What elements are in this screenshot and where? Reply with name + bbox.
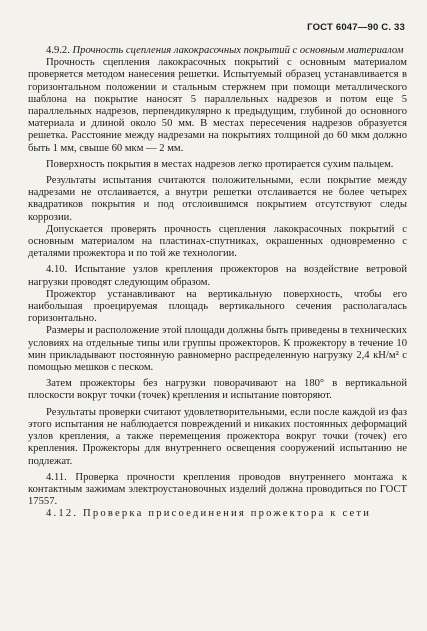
paragraph-4-12: 4.12. Проверка присоединения прожектора к сети [46, 508, 372, 520]
section-number: 4.9.2. [46, 45, 70, 56]
paragraph: Размеры и расположение этой площади должны быть приведены в технических условиях на отдельные типы или группы прожекторов. К прожектору в течение 10 мин прикладывают постоянную равномерно распределенную нагрузку 2,4 кН/м² с помощью мешков с песком. [28, 325, 407, 374]
section-title: Прочность сцепления лакокрасочных покрытий с основным материалом [72, 45, 404, 56]
paragraph: Прожектор устанавливают на вертикальную поверхность, чтобы его наибольшая проецируемая площадь вертикального сечения располагалась горизонтально. [28, 288, 407, 325]
paragraph: Поверхность покрытия в местах надрезов легко протирается сухим пальцем. [46, 158, 394, 170]
paragraph: Результаты испытания считаются положительными, если покрытие между надрезами не отслаивается, а внутри решетки отслаивается не более четырех квадратиков покрытия и под отслоившимся покрытием отсутствуют следы коррозии. [28, 175, 407, 223]
section-heading-4-9-2 [28, 45, 407, 57]
paragraph: Допускается проверять прочность сцепления лакокрасочных покрытий с основным материалом на пластинах-спутниках, окрашенных одновременно с деталями прожектора и по той же технологии. [28, 223, 407, 260]
paragraph: Прочность сцепления лакокрасочных покрытий с основным материалом проверяется методом нанесения решетки. Испытуемый образец устанавливается в горизонтальном положении и стальным стержнем при помощи металлического шаблона на покрытие наносят 5 параллельных надрезов и потом еще 5 параллельных надрезов, перпендикулярно к предыдущим, глубиной до основного материала и длиной около 50 мм. В местах пересечения надрезов образуется решетка. Расстояние между надрезами на покрытиях толщиной до 60 мкм должно быть 1 мм, свыше 60 мкм — 2 мм. [28, 57, 407, 154]
document-body [28, 45, 407, 521]
paragraph-4-10: 4.10. Испытание узлов крепления прожекторов на воздействие ветровой нагрузки проводят следующим образом. [28, 264, 407, 288]
paragraph: Затем прожекторы без нагрузки поворачивают на 180° в вертикальной плоскости вокруг точки (точек) крепления и испытание повторяют. [28, 378, 407, 402]
page-header: ГОСТ 6047—90 С. 33 [307, 22, 405, 33]
paragraph-4-11: 4.11. Проверка прочности крепления проводов внутреннего монтажа к контактным зажимам электроустановочных изделий должна проводиться по ГОСТ 17557. [28, 471, 407, 508]
paragraph: Результаты проверки считают удовлетворительными, если после каждой из фаз этого испытания не наблюдается повреждений и никаких постоянных деформаций узлов крепления, а также перемещения прожектора вокруг точки (точек) его крепления. Прожекторы для внутреннего освещения сооружений испытанию не подлежат. [28, 406, 407, 467]
